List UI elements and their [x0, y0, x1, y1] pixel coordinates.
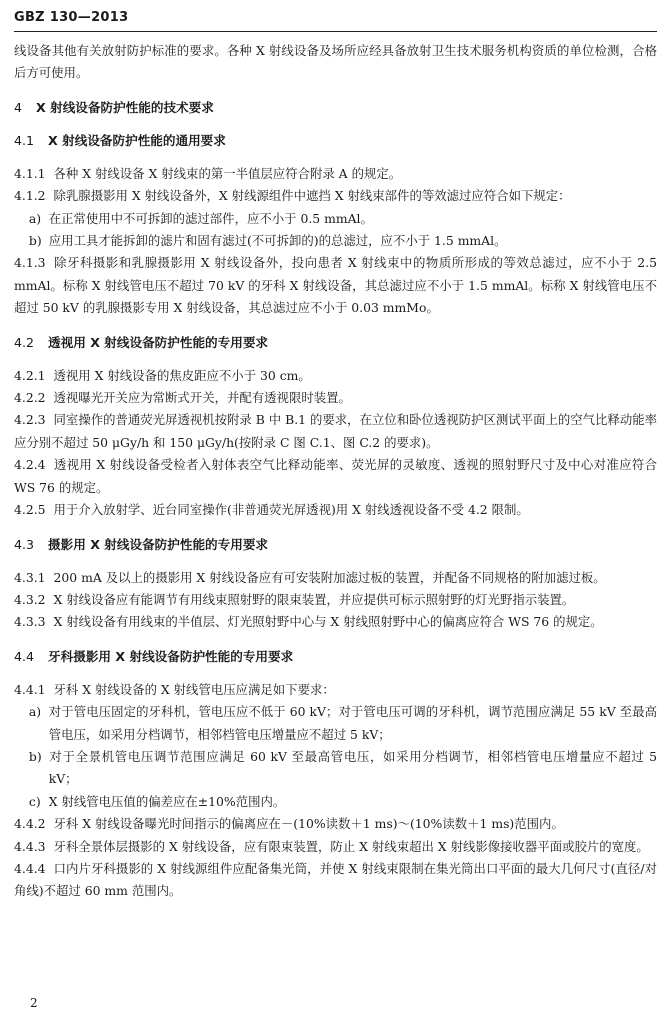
clause-4-2-2 — [14, 387, 657, 409]
section-number: 4.3 — [14, 536, 35, 552]
clause-number: 4.1.2 — [14, 188, 46, 204]
section-title: 透视用 X 射线设备防护性能的专用要求 — [48, 334, 269, 350]
section-4-3-heading — [14, 534, 657, 556]
list-label: b) — [28, 748, 42, 764]
page-body — [14, 40, 657, 903]
page-number: 2 — [30, 996, 38, 1010]
list-label: c) — [28, 793, 41, 809]
clause-text: 口内片牙科摄影的 X 射线源组件应配备集光筒，并使 X 射线束限制在集光筒出口平面的最大几何尺寸(直径/对角线)不超过 60 mm 范围内。 — [14, 860, 657, 899]
clause-4-2-4 — [14, 454, 657, 499]
section-title: 牙科摄影用 X 射线设备防护性能的专用要求 — [48, 648, 294, 664]
list-item-a — [14, 701, 657, 746]
list-item-c — [14, 791, 657, 813]
clause-4-4-4 — [14, 858, 657, 903]
section-title: X 射线设备防护性能的技术要求 — [36, 99, 214, 115]
section-number: 4 — [14, 99, 23, 115]
clause-text: 同室操作的普通荧光屏透视机按附录 B 中 B.1 的要求，在立位和卧位透视防护区测试平面上的空气比释动能率应分别不超过 50 μGy/h 和 150 μGy/h(按附录 C 图 C.1、图 C.2 的要求)。 — [14, 412, 657, 450]
clause-text: 透视曝光开关应为常断式开关，并配有透视限时装置。 — [53, 390, 351, 406]
clause-4-4-1 — [14, 679, 657, 701]
header-rule — [14, 31, 657, 32]
section-4-4-heading — [14, 646, 657, 668]
list-label: b) — [28, 233, 42, 249]
clause-text: 200 mA 及以上的摄影用 X 射线设备应有可安装附加滤过板的装置，并配备不同规格的附加滤过板。 — [53, 569, 606, 585]
section-number: 4.1 — [14, 132, 35, 148]
clause-text: 牙科全景体层摄影的 X 射线设备，应有限束装置，防止 X 射线束超出 X 射线影像接收器平面或胶片的宽度。 — [53, 838, 649, 854]
clause-4-1-3 — [14, 252, 657, 319]
list-text: 对于管电压固定的牙科机，管电压应不低于 60 kV；对于管电压可调的牙科机，调节范围应满足 55 kV 至最高管电压，如采用分档调节，相邻档管电压增量应不超过 5 kV； — [48, 704, 657, 742]
section-number: 4.4 — [14, 648, 35, 664]
list-item-a — [14, 208, 657, 230]
list-text: X 射线管电压值的偏差应在±10%范围内。 — [48, 793, 286, 809]
clause-4-1-1 — [14, 163, 657, 185]
section-4-2-heading — [14, 332, 657, 354]
clause-number: 4.2.1 — [14, 367, 46, 383]
section-title: X 射线设备防护性能的通用要求 — [48, 132, 226, 148]
clause-number: 4.1.3 — [14, 255, 46, 271]
list-label: a) — [28, 210, 42, 226]
clause-4-2-5 — [14, 499, 657, 521]
clause-number: 4.4.2 — [14, 816, 46, 832]
clause-4-2-3 — [14, 409, 657, 454]
clause-4-2-1 — [14, 365, 657, 387]
clause-text: 牙科 X 射线设备的 X 射线管电压应满足如下要求： — [53, 681, 335, 697]
list-item-b — [14, 746, 657, 791]
clause-number: 4.1.1 — [14, 165, 46, 181]
clause-number: 4.4.3 — [14, 838, 46, 854]
clause-text: 用于介入放射学、近台同室操作(非普通荧光屏透视)用 X 射线透视设备不受 4.2 限制。 — [53, 502, 529, 518]
clause-number: 4.2.4 — [14, 457, 46, 473]
section-number: 4.2 — [14, 334, 35, 350]
clause-4-3-1 — [14, 567, 657, 589]
clause-4-3-2 — [14, 589, 657, 611]
clause-number: 4.3.1 — [14, 569, 46, 585]
clause-text: 除牙科摄影和乳腺摄影用 X 射线设备外，投向患者 X 射线束中的物质所形成的等效总滤过，应不小于 2.5 mmAl。标称 X 射线管电压不超过 70 kV 的牙科 X 射线设备，其总滤过应不小于 1.5 mmAl。标称 X 射线管电压不超过 50 kV 的乳腺摄影专用 X 射线设备，其总滤过应不小于 0.03 mmMo。 — [14, 255, 657, 316]
section-title: 摄影用 X 射线设备防护性能的专用要求 — [48, 536, 269, 552]
clause-4-4-3 — [14, 836, 657, 858]
clause-number: 4.4.1 — [14, 681, 46, 697]
clause-text: 透视用 X 射线设备受检者入射体表空气比释动能率、荧光屏的灵敏度、透视的照射野尺寸及中心对准应符合 WS 76 的规定。 — [14, 457, 657, 495]
section-4-heading — [14, 97, 657, 119]
clause-number: 4.2.3 — [14, 412, 46, 428]
clause-4-4-2 — [14, 813, 657, 835]
clause-number: 4.2.2 — [14, 390, 46, 406]
clause-number: 4.4.4 — [14, 860, 46, 876]
list-text: 应用工具才能拆卸的滤片和固有滤过(不可拆卸的)的总滤过，应不小于 1.5 mmAl。 — [48, 233, 507, 249]
clause-4-3-3 — [14, 611, 657, 633]
document-code: GBZ 130—2013 — [14, 10, 129, 25]
clause-number: 4.3.2 — [14, 591, 46, 607]
list-label: a) — [28, 704, 42, 720]
list-text: 对于全景机管电压调节范围应满足 60 kV 至最高管电压，如采用分档调节，相邻档管电压增量应不超过 5 kV； — [48, 748, 657, 787]
list-text: 在正常使用中不可拆卸的滤过部件，应不小于 0.5 mmAl。 — [48, 210, 373, 226]
clause-text: 透视用 X 射线设备的焦皮距应不小于 30 cm。 — [53, 367, 311, 383]
intro-paragraph: 线设备其他有关放射防护标准的要求。各种 X 射线设备及场所应经具备放射卫生技术服务机构资质的单位检测，合格后方可使用。 — [14, 43, 657, 81]
clause-text: X 射线设备应有能调节有用线束照射野的限束装置，并应提供可标示照射野的灯光野指示装置。 — [53, 591, 575, 607]
clause-number: 4.3.3 — [14, 614, 46, 630]
clause-text: 牙科 X 射线设备曝光时间指示的偏离应在－(10%读数＋1 ms)～(10%读数＋1 ms)范围内。 — [53, 816, 564, 832]
clause-text: 除乳腺摄影用 X 射线设备外，X 射线源组件中遮挡 X 射线束部件的等效滤过应符合如下规定： — [53, 188, 571, 204]
section-4-1-heading — [14, 130, 657, 152]
clause-4-1-2 — [14, 185, 657, 207]
clause-text: 各种 X 射线设备 X 射线束的第一半值层应符合附录 A 的规定。 — [53, 165, 402, 181]
list-item-b — [14, 230, 657, 252]
clause-number: 4.2.5 — [14, 502, 46, 518]
clause-text: X 射线设备有用线束的半值层、灯光照射野中心与 X 射线照射野中心的偏离应符合 WS 76 的规定。 — [53, 614, 603, 630]
